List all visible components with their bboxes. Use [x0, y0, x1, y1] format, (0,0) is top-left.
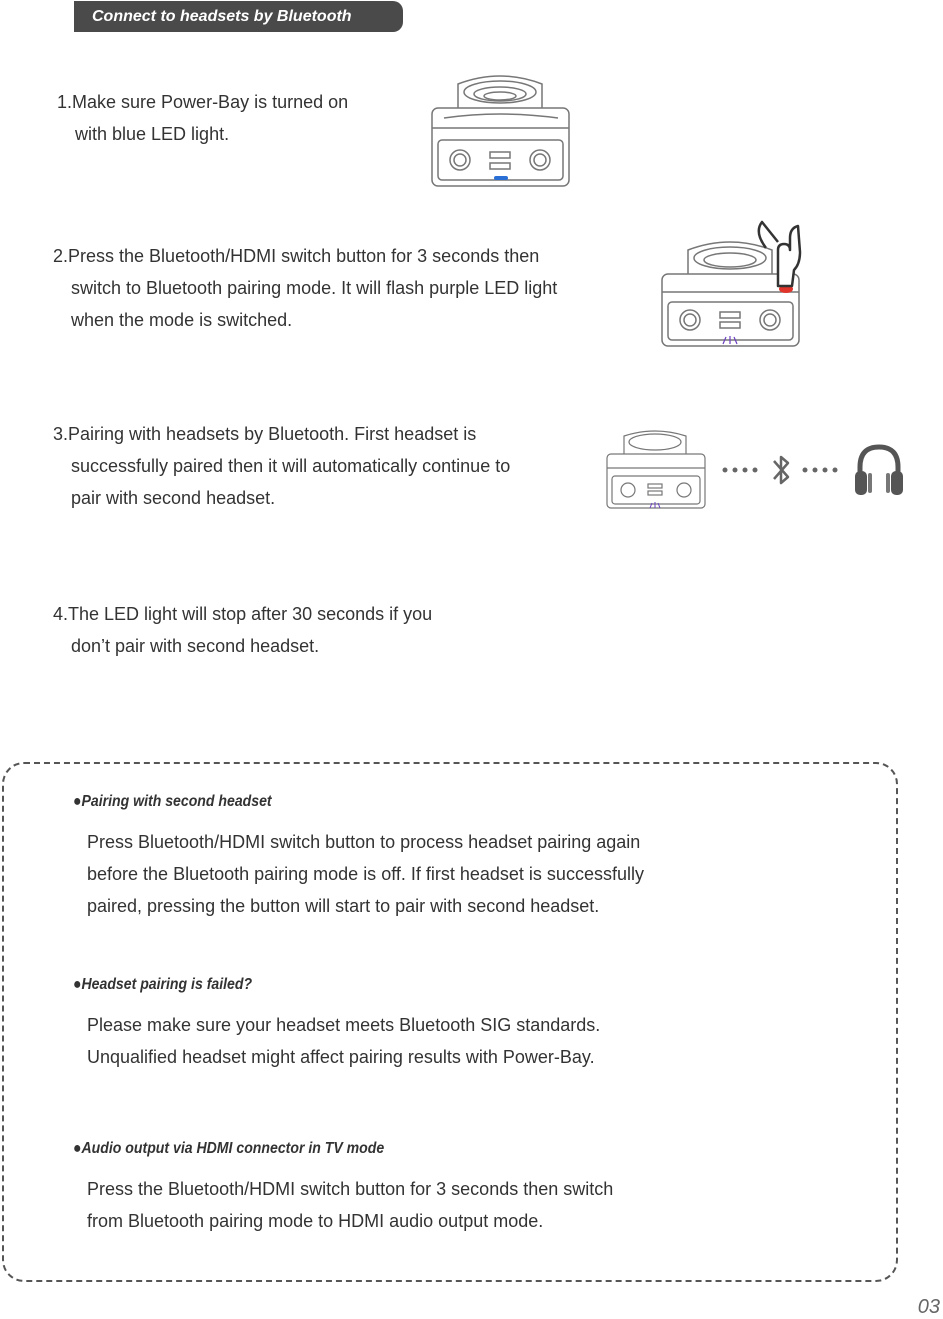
step-3-line-2: successfully paired then it will automatically continue to: [71, 456, 511, 476]
note-2-line-1: Please make sure your headset meets Bluetooth SIG standards.: [87, 1015, 601, 1035]
note-2-line-2: Unqualified headset might affect pairing results with Power-Bay.: [87, 1047, 595, 1067]
power-bay-device-icon: [428, 70, 573, 190]
bluetooth-icon: [774, 457, 788, 483]
step-4-line-1: 4.The LED light will stop after 30 seconds if you: [53, 604, 433, 624]
note-3-body: [87, 1173, 613, 1237]
note-3-title: ●Audio output via HDMI connector in TV mode: [73, 1140, 385, 1157]
note-1-body: [87, 826, 644, 922]
note-1-line-2: before the Bluetooth pairing mode is off. If first headset is successfully: [87, 864, 644, 884]
step-1-line-1: 1.Make sure Power-Bay is turned on: [57, 92, 349, 112]
note-2-title: ●Headset pairing is failed?: [73, 976, 253, 993]
page-number: 03: [917, 1296, 940, 1318]
note-1-line-1: Press Bluetooth/HDMI switch button to process headset pairing again: [87, 832, 641, 852]
purple-led-icon: [650, 502, 660, 508]
step-3-line-1: 3.Pairing with headsets by Bluetooth. First headset is: [53, 424, 477, 444]
section-title: Connect to headsets by Bluetooth: [74, 1, 403, 32]
step-1: [57, 86, 348, 150]
blue-led-icon: [494, 176, 508, 180]
bluetooth-pairing-indicator: [720, 452, 844, 488]
step-3-line-3: pair with second headset.: [71, 488, 276, 508]
step-4-line-2: don’t pair with second headset.: [71, 636, 320, 656]
step-4: [53, 598, 432, 662]
purple-led-icon: [723, 336, 737, 344]
step-1-line-2: with blue LED light.: [75, 124, 230, 144]
note-3-line-2: from Bluetooth pairing mode to HDMI audio output mode.: [87, 1211, 544, 1231]
note-1-title: ●Pairing with second headset: [73, 793, 272, 810]
step-2-line-1: 2.Press the Bluetooth/HDMI switch button for 3 seconds then: [53, 246, 540, 266]
note-2-body: [87, 1009, 600, 1073]
headphones-icon: [854, 443, 904, 497]
note-3-line-1: Press the Bluetooth/HDMI switch button for 3 seconds then switch: [87, 1179, 614, 1199]
power-bay-pairing-icon: [658, 218, 808, 350]
step-2: [53, 240, 557, 336]
step-2-line-3: when the mode is switched.: [71, 310, 293, 330]
power-bay-device-icon: [604, 428, 708, 512]
step-2-line-2: switch to Bluetooth pairing mode. It will flash purple LED light: [71, 278, 558, 298]
note-1-line-3: paired, pressing the button will start to pair with second headset.: [87, 896, 600, 916]
step-3: [53, 418, 510, 514]
pointing-hand-icon: [759, 222, 800, 286]
